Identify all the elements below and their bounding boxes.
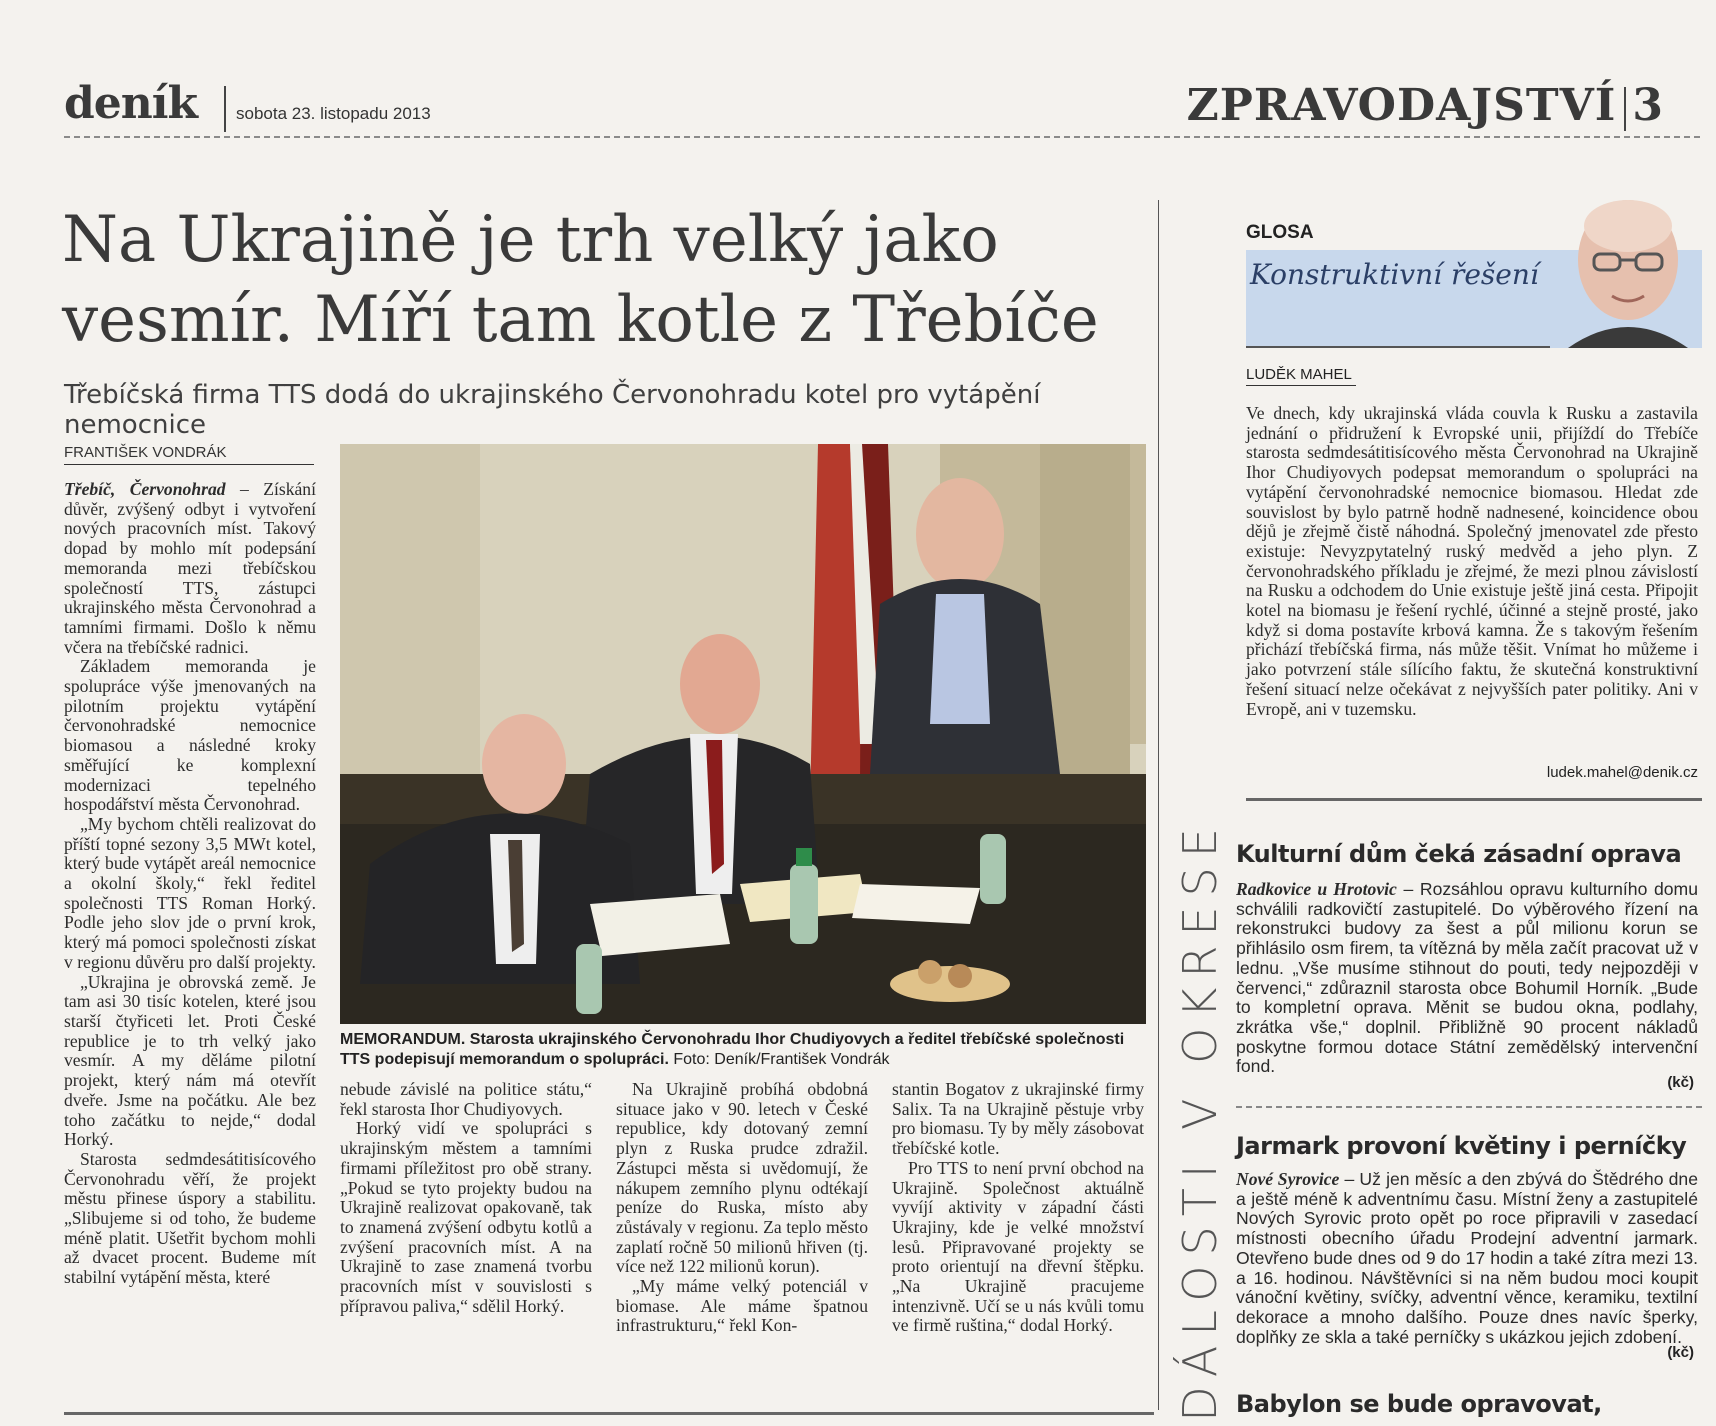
section-name: ZPRAVODAJSTVÍ xyxy=(1186,80,1617,131)
author-portrait xyxy=(1550,196,1702,348)
article-byline: FRANTIŠEK VONDRÁK xyxy=(64,444,314,465)
glosa-author: LUDĚK MAHEL xyxy=(1246,366,1356,386)
news-divider xyxy=(1236,1106,1702,1108)
paragraph: Základem memoranda je spolupráce výše jmenovaných na pilotním projektu vytápění červonohradské nemocnice biomasou a následné kroky směřující ke komplexní modernizaci tepelného hospodářství města Červonohrad. xyxy=(64,656,316,815)
issue-date: sobota 23. listopadu 2013 xyxy=(236,104,431,123)
glosa-title: Konstruktivní řešení xyxy=(1250,258,1539,291)
news-title: Jarmark provoní květiny i perníčky xyxy=(1236,1132,1687,1160)
section-heading xyxy=(1187,80,1664,131)
author-photo-illustration xyxy=(1550,196,1702,348)
news-title: Kulturní dům čeká zásadní oprava xyxy=(1236,840,1682,868)
dateline: Radkovice u Hrotovic xyxy=(1236,879,1397,899)
article-headline xyxy=(62,200,1162,360)
paragraph: Na Ukrajině probíhá obdobná situace jako v 90. letech v České republice, kdy dotovaný zemní plyn z Ruska prudce zdražil. Zástupci města si uvědomují, že nákupem zemního plynu odtékají peníze do Ruska, místo aby zůstávaly v regionu. Za teplo město zaplatí ročně 50 milionů hřiven (tj. více než 122 milionů korun). xyxy=(616,1079,868,1277)
paragraph: nebude závislé na politice státu,“ řekl starosta Ihor Chudiyovych. xyxy=(340,1079,592,1119)
author-sign: (kč) xyxy=(1667,1344,1694,1361)
caption-text: MEMORANDUM. Starosta ukrajinského Červonohradu Ihor Chudiyovych a ředitel třebíčské společnosti TTS podepisují memorandum o spolupráci. xyxy=(340,1031,1125,1068)
news-text: Nové Syrovice – Už jen měsíc a den zbývá do Štědrého dne a ještě méně k adventnímu času. Místní ženy a zastupitelé Nových Syrovic proto opět po roce připravili v zasedací místnosti obecního úřadu Prodejní adventní jarmark. Otevřeno bude dnes od 9 do 17 hodin a také zítra mezi 13. a 16. hodinou. Návštěvníci si na něm budou moci koupit vánoční květiny, svíčky, adventní věnce, keramiku, textilní dekorace a mnoho dalšího. Pouze dnes navíc šperky, doplňky ze skla a také perníčky s ukázkou jejich zdobení. xyxy=(1236,1169,1698,1347)
paragraph: stantin Bogatov z ukrajinské firmy Salix. Ta na Ukrajině pěstuje vrby pro biomasu. Ty by měly zásobovat třebíčské kotle. xyxy=(892,1079,1144,1159)
section-divider xyxy=(1624,87,1626,131)
article-column-3 xyxy=(616,1080,868,1336)
section-vertical-label: DÁLOSTI V OKRESE xyxy=(1173,818,1227,1422)
dateline: Třebíč, Červonohrad xyxy=(64,479,226,499)
paragraph: „Ukrajina je obrovská země. Je tam asi 30 tisíc kotelen, které jsou starší čtyřiceti let. Proti České republice je to trh velký jako vesmír. A my děláme pilotní projekt, který nám má otevřít dveře. Jsme na počátku. Ale bez toho začátku to nejde,“ dodal Horký. xyxy=(64,971,316,1150)
photo-caption xyxy=(340,1030,1146,1070)
headline-line-1: Na Ukrajině je trh velký jako xyxy=(62,203,999,277)
headline-line-2: vesmír. Míří tam kotle z Třebíče xyxy=(62,283,1099,357)
paragraph: „My bychom chtěli realizovat do příští topné sezony 3,5 MWt kotel, který bude vytápět areál nemocnice a okolní školy,“ řekl ředitel společnosti TTS Roman Horký. Podle jeho slov jde o první krok, který má pomoci společnosti získat v regionu důvěru pro další projekty. xyxy=(64,813,316,972)
dateline: Nové Syrovice xyxy=(1236,1169,1340,1189)
photo-credit: Foto: Deník/František Vondrák xyxy=(668,1051,890,1068)
paragraph: Třebíč, Červonohrad – Získání důvěr, zvýšený odbyt i vytvoření nových pracovních míst. Takový dopad by mohlo mít podepsání memoranda mezi třebíčskou společností TTS, zástupci ukrajinského města Červonohrad a tamními firmami. Došlo k němu včera na třebíčské radnici. xyxy=(64,479,316,657)
article-column-4 xyxy=(892,1080,1144,1336)
article-column-2 xyxy=(340,1080,592,1316)
glosa-text: Ve dnech, kdy ukrajinská vláda couvla k Rusku a zastavila jednání o přidružení k Evropské unii, přijíždí do Třebíče starosta sedmdesátitisícového města Červonohrad na Ukrajině Ihor Chudiyovych podepsat memorandum o spolupráci na vytápění červonohradské nemocnice biomasou. Hledat zde souvislost by bylo patrně hodně nadnesené, koincidence obou dějů je zřejmě čistě náhodná. Společný jmenovatel zde přesto existuje: Nevyzpytatelný ruský medvěd a jeho plyn. Z červonohradského příkladu je zřejmé, že mezi plnou závislostí na Rusku a odchodem do Unie existuje ještě jiná cesta. Připojit kotel na biomasu je řešení rychlé, účinné a stejně prosté, jako když si doma postavíte krbová kamna. Že s takovým řešením přichází třebíčská firma, nás může těšit. Vnímat ho můžeme i jako potvrzení stále sílícího faktu, že skutečná konstruktivní řešení situací nelze očekávat z nejvyšších pater politiky. Ani v Evropě, ani v tuzemsku. xyxy=(1246,403,1698,719)
glosa-label: GLOSA xyxy=(1246,222,1314,243)
author-email: ludek.mahel@denik.cz xyxy=(1546,764,1698,781)
column-divider xyxy=(1158,200,1159,1410)
author-sign: (kč) xyxy=(1667,1074,1694,1091)
article-subheadline: Třebíčská firma TTS dodá do ukrajinského Červonohradu kotel pro vytápění nemocnice xyxy=(64,380,1041,440)
article-photo xyxy=(340,444,1146,1024)
news-title: Babylon se bude opravovat, xyxy=(1236,1390,1602,1418)
newspaper-logo: deník xyxy=(64,78,197,129)
glosa-bottom-rule xyxy=(1246,798,1702,801)
paragraph: Horký vidí ve spolupráci s ukrajinským městem a tamními firmami příležitost pro obě strany. „Pokud se tyto projekty budou na Ukrajině realizovat opakovaně, tak to znamená zvýšení odbytu kotlů a zvýšení pracovních míst. A na Ukrajině to zase znamená tvorbu pracovních míst v souvislosti s přípravou paliva,“ sdělil Horký. xyxy=(340,1118,592,1316)
paragraph: Pro TTS to není první obchod na Ukrajině. Společnost aktuálně vyvíjí aktivity v západní části Ukrajiny, kde je velké množství lesů. Připravované projekty se proto orientují na dřevní štěpku. „Na Ukrajině pracujeme intenzivně. Učí se u nás kvůli tomu ve firmě ruština,“ dodal Horký. xyxy=(892,1157,1144,1336)
article-column-1 xyxy=(64,480,316,1288)
page-number: 3 xyxy=(1632,80,1664,131)
masthead-divider xyxy=(224,86,226,132)
article-bottom-rule xyxy=(64,1412,1154,1415)
news-text: Radkovice u Hrotovic – Rozsáhlou opravu kulturního domu schválili radkovičtí zastupitelé. Do výběrového řízení na rekonstrukci budovy za šest a půl milionu korun se přihlásilo osm firem, ta vítězná by měla začít pracovat už v lednu. „Vše musíme stihnout do pouti, tedy nejpozději v červenci,“ zdůraznil starosta obce Bohumil Horník. „Bude to kompletní oprava. Měnit se budou okna, podlahy, zkrátka vše,“ doplnil. Přibližně 90 procent nákladů poskytne formou dotace Státní zemědělský intervenční fond. xyxy=(1236,879,1698,1077)
signing-ceremony-illustration xyxy=(340,444,1146,1024)
paragraph: „My máme velký potenciál v biomase. Ale máme špatnou infrastrukturu,“ řekl Kon- xyxy=(616,1276,868,1336)
paragraph: Starosta sedmdesátitisícového Červonohradu věří, že projekt městu přinese úspory a stabilitu. „Slibujeme si od toho, že budeme méně platit. Ušetřit bychom mohli až dvacet procent. Budeme mít stabilní vytápění města, které xyxy=(64,1148,316,1288)
masthead-rule xyxy=(64,136,1700,138)
